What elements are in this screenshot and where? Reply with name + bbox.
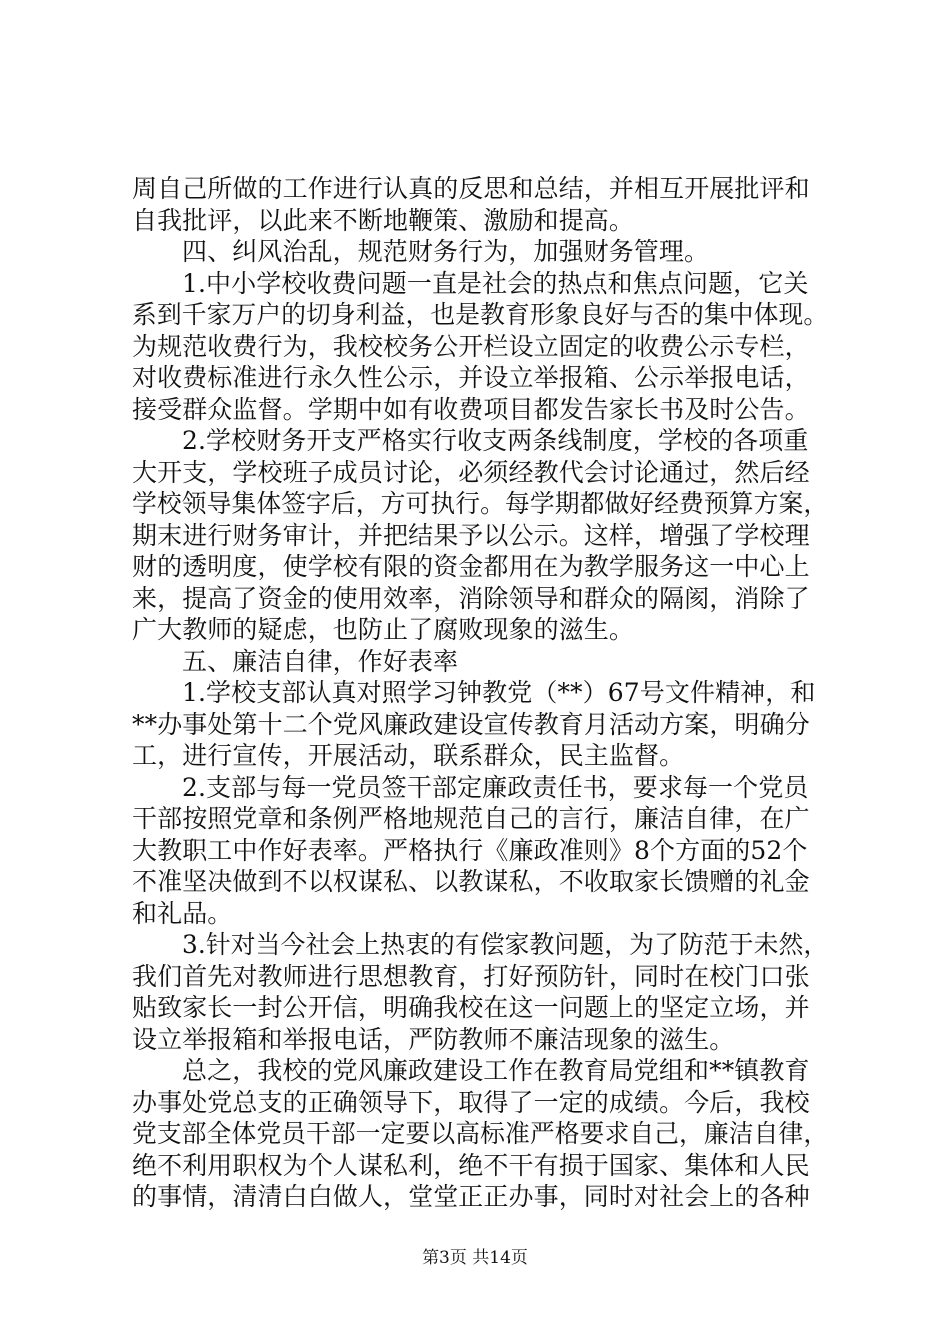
text-line: 周自己所做的工作进行认真的反思和总结，并相互开展批评和	[132, 174, 810, 203]
text-line: 财的透明度，使学校有限的资金都用在为教学服务这一中心上	[132, 552, 810, 581]
text-line: 为规范收费行为，我校校务公开栏设立固定的收费公示专栏，	[132, 331, 810, 361]
text-line: 来，提高了资金的使用效率，消除领导和群众的隔阂，消除了	[132, 583, 810, 613]
document-body	[132, 173, 832, 1213]
text-line: 接受群众监督。学期中如有收费项目都发告家长书及时公告。	[132, 394, 810, 424]
text-line: 贴致家长一封公开信，明确我校在这一问题上的坚定立场，并	[132, 993, 810, 1022]
text-line: 2.支部与每一党员签干部定廉政责任书，要求每一个党员	[182, 772, 809, 802]
text-line: 系到千家万户的切身利益，也是教育形象良好与否的集中体现。	[132, 300, 829, 329]
text-line: 广大教师的疑虑，也防止了腐败现象的滋生。	[132, 615, 635, 644]
text-line: 办事处党总支的正确领导下，取得了一定的成绩。今后，我校	[132, 1087, 810, 1117]
text-line: 期末进行财务审计，并把结果予以公示。这样，增强了学校理	[132, 520, 810, 550]
text-line: 设立举报箱和举报电话，严防教师不廉洁现象的滋生。	[132, 1024, 735, 1054]
text-line: 1.学校支部认真对照学习钟教党（**）67号文件精神，和	[182, 678, 816, 707]
text-line: 学校领导集体签字后，方可执行。每学期都做好经费预算方案，	[132, 489, 829, 518]
text-line: 2.学校财务开支严格实行收支两条线制度，学校的各项重	[182, 426, 809, 455]
text-line: 对收费标准进行永久性公示，并设立举报箱、公示举报电话，	[132, 363, 810, 392]
text-line: 大教职工中作好表率。严格执行《廉政准则》8个方面的52个	[132, 835, 808, 865]
text-line: 1.中小学校收费问题一直是社会的热点和焦点问题，它关	[182, 268, 809, 298]
text-line: **办事处第十二个党风廉政建设宣传教育月活动方案，明确分	[132, 709, 810, 739]
page-number-footer: 第3页 共14页	[422, 1248, 528, 1268]
text-line: 大开支，学校班子成员讨论，必须经教代会讨论通过，然后经	[132, 457, 810, 487]
text-line: 工，进行宣传，开展活动，联系群众，民主监督。	[132, 741, 685, 770]
text-line: 总之，我校的党风廉政建设工作在教育局党组和**镇教育	[182, 1056, 810, 1085]
text-line: 党支部全体党员干部一定要以高标准严格要求自己，廉洁自律，	[132, 1119, 829, 1148]
text-line: 和礼品。	[132, 898, 233, 928]
section-heading: 四、纠风治乱，规范财务行为，加强财务管理。	[182, 237, 710, 266]
text-line: 不准坚决做到不以权谋私、以教谋私，不收取家长馈赠的礼金	[132, 867, 810, 896]
text-line: 的事情，清清白白做人，堂堂正正办事，同时对社会上的各种	[132, 1182, 810, 1211]
text-line: 我们首先对教师进行思想教育，打好预防针，同时在校门口张	[132, 961, 810, 991]
text-line: 干部按照党章和条例严格地规范自己的言行，廉洁自律，在广	[132, 804, 810, 833]
text-line: 3.针对当今社会上热衷的有偿家教问题，为了防范于未然，	[182, 930, 829, 959]
text-line: 自我批评，以此来不断地鞭策、激励和提高。	[132, 205, 635, 235]
text-line: 绝不利用职权为个人谋私利，绝不干有损于国家、集体和人民	[132, 1150, 810, 1180]
section-heading: 五、廉洁自律，作好表率	[182, 646, 459, 676]
